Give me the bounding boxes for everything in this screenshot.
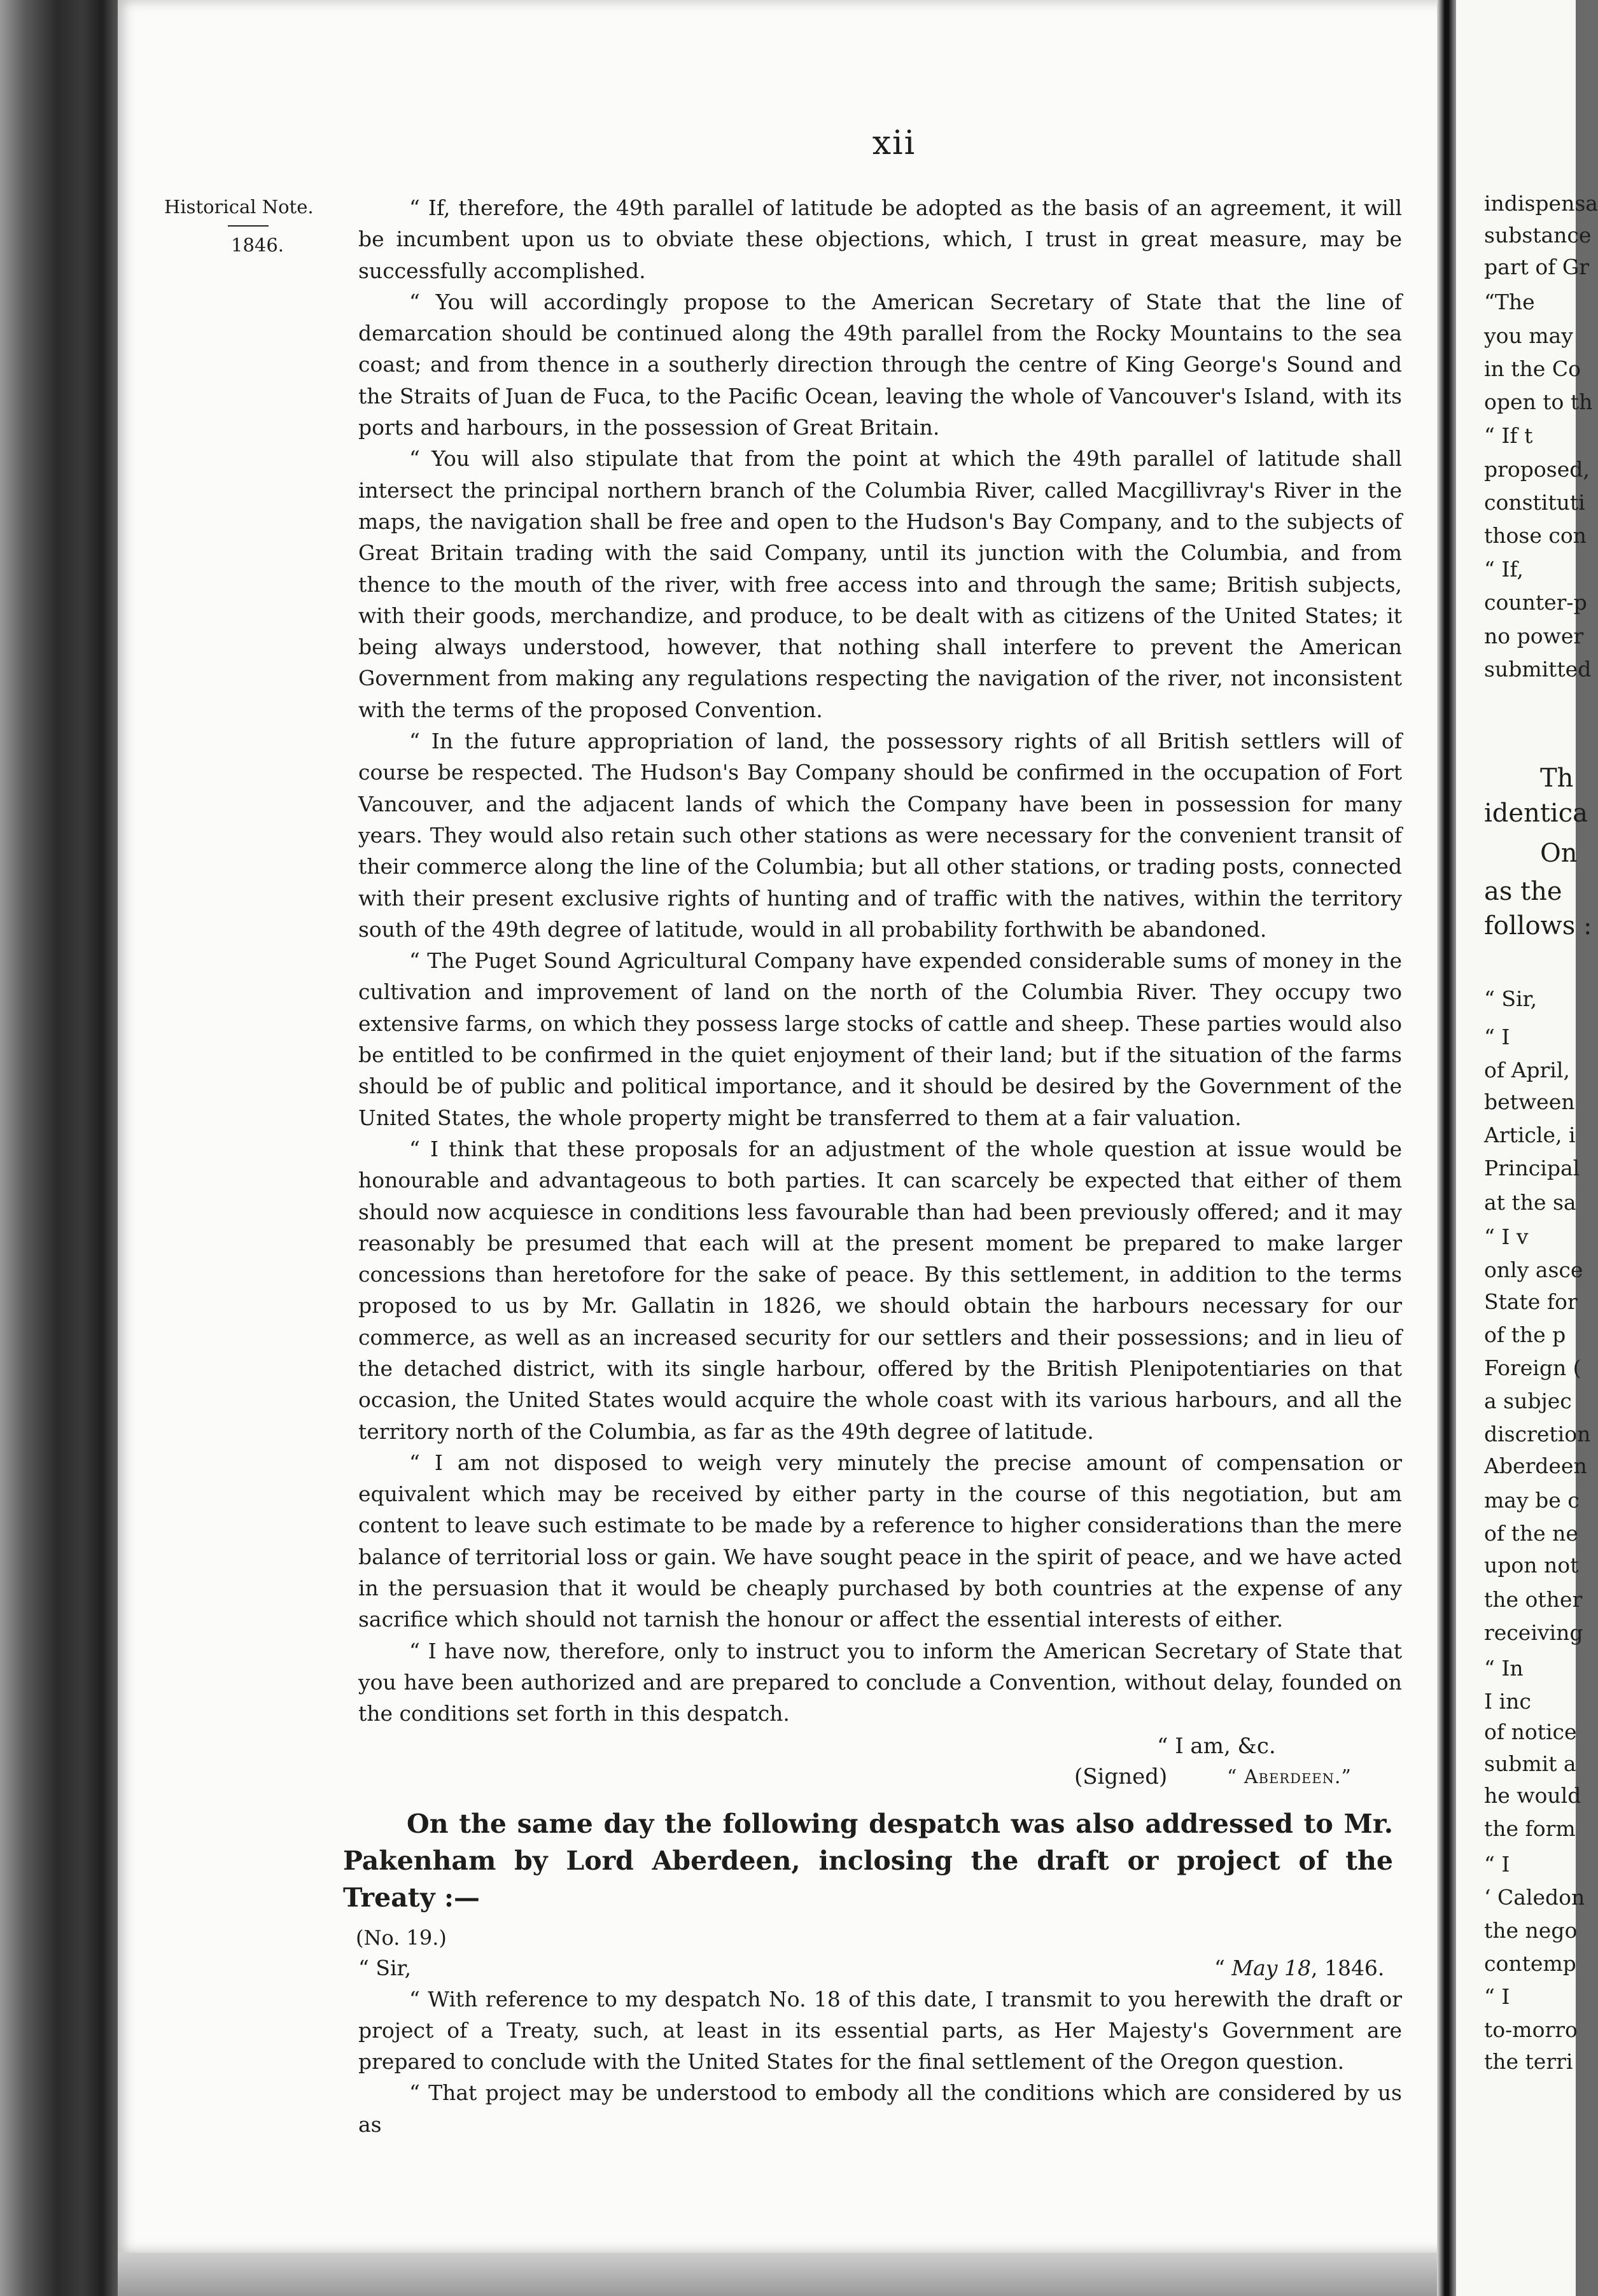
right-page-fragment: you may: [1484, 323, 1573, 348]
right-page-fragment: the terri: [1484, 2049, 1573, 2074]
right-page-fragment: the other: [1484, 1587, 1583, 1612]
right-page-fragment: “ I: [1484, 1984, 1510, 2009]
right-page-fragment: “ If t: [1484, 423, 1533, 448]
right-page-fragment: submit a: [1484, 1751, 1576, 1776]
main-text: [343, 192, 1402, 2140]
right-page-fragment: to-morro: [1484, 2017, 1578, 2042]
right-page-fragment: receiving: [1484, 1620, 1583, 1645]
right-page-fragment: submitted: [1484, 657, 1592, 682]
paragraph: “ With reference to my despatch No. 18 of this date, I transmit to you herewith the draft or project of a Treaty, such, at least in its essential parts, as Her Majesty's Government are prepared to conclude with the United States for the final settlement of the Oregon question.: [358, 1986, 1402, 2075]
date-year: , 1846.: [1310, 1955, 1385, 1980]
paragraph: “ I have now, therefore, only to instruct you to inform the American Secretary of State that you have been authorized and are prepared to conclude a Convention, without delay, founded on the conditions set forth in this despatch.: [358, 1638, 1402, 1726]
paragraph: “ The Puget Sound Agricultural Company have expended considerable sums of money in the cultivation and improvement of land on the north of the Columbia River. They occupy two extensive farms, on which they possess large stocks of cattle and sheep. These parties would also be entitled to be confirmed in the quiet enjoyment of their land; but if the situation of the farms should be of public and political importance, and it should be desired by the Government of the United States, the whole property might be transferred to them at a fair valuation.: [358, 948, 1402, 1130]
paragraph: “ I think that these proposals for an adjustment of the whole question at issue would be honourable and advantageous to both parties. It can scarcely be expected that either of them should now acquiesce in conditions less favourable than had been previously offered; and it may reasonably be presumed that each will at the present moment be prepared to make larger concessions than heretofore for the sake of peace. By this settlement, in addition to the terms proposed to us by Mr. Gallatin in 1826, we should obtain the harbours necessary for our commerce, as well as an increased security for our settlers and their possessions; and in lieu of the detached district, with its single harbour, offered by the British Plenipotentiaries on that occasion, the United States would acquire the whole coast with its various harbours, and all the territory north of the Columbia, as far as the 49th degree of latitude.: [358, 1136, 1402, 1444]
right-page-fragment: Article, i: [1484, 1123, 1576, 1147]
right-page-fragment: “The: [1484, 290, 1535, 314]
right-page-fragment: of notice: [1484, 1719, 1577, 1744]
despatch-salutation-line: [358, 1953, 1402, 1984]
signoff-closing: “ I am, &c.: [1157, 1733, 1276, 1759]
right-page-fragment: at the sa: [1484, 1190, 1576, 1215]
right-page-fragment: he would: [1484, 1783, 1581, 1808]
right-page-fragment: follows :: [1484, 911, 1592, 941]
right-page-fragment: “ In: [1484, 1656, 1524, 1681]
right-page-fragment: those con: [1484, 523, 1587, 548]
paragraph: “ I am not disposed to weigh very minutely the precise amount of compensation or equivalent which may be received by either party in the course of this negotiation, but am content to leave such estimate to be made by a reference to higher considerations than the mere balance of territorial loss or gain. We have sought peace in the spirit of peace, and we have acted in the persuasion that it would be cheaply purchased by both countries at the expense of any sacrifice which should not tarnish the honour or affect the essential interests of either.: [358, 1450, 1402, 1632]
right-page-fragment: “ I: [1484, 1852, 1510, 1877]
right-page-fragment: of the ne: [1484, 1521, 1578, 1546]
right-page-fragment: Aberdeen: [1484, 1453, 1587, 1478]
right-page-fragment: no power: [1484, 624, 1584, 648]
right-page-fragment: as the: [1484, 877, 1562, 906]
book-spine-shadow: [0, 0, 127, 2296]
right-page-fragment: “ I: [1484, 1025, 1510, 1049]
right-page-fragment: a subjec: [1484, 1389, 1572, 1413]
despatch-number: (No. 19.): [356, 1925, 447, 1950]
right-page-fragment: State for: [1484, 1289, 1578, 1314]
margin-note: [164, 191, 349, 261]
right-page-fragment: proposed,: [1484, 457, 1590, 482]
despatch-salutation: “ Sir,: [358, 1955, 412, 1980]
right-page-fragment: Foreign (: [1484, 1355, 1581, 1380]
right-page-fragment: of the p: [1484, 1322, 1566, 1347]
right-page-fragment: upon not: [1484, 1553, 1579, 1578]
right-page-fragment: “ Sir,: [1484, 986, 1538, 1011]
right-page-fragment: identica: [1484, 799, 1588, 828]
right-page-fragment: counter-p: [1484, 590, 1587, 615]
right-page-fragment: I inc: [1484, 1689, 1531, 1714]
date-month: May 18: [1231, 1955, 1311, 1980]
right-page-fragment: open to th: [1484, 389, 1593, 414]
right-page-fragment: substance: [1484, 223, 1592, 248]
paragraph: “ That project may be understood to embody all the conditions which are considered by us as: [358, 2080, 1402, 2137]
right-page-fragment: discretion: [1484, 1422, 1591, 1446]
right-page-fragment: only asce: [1484, 1257, 1583, 1282]
paragraph: “ If, therefore, the 49th parallel of latitude be adopted as the basis of an agreement, it will be incumbent upon us to obviate these objections, which, I trust in great measure, may be successfully accomplished.: [358, 195, 1402, 283]
right-page-fragment: of April,: [1484, 1058, 1570, 1082]
signoff-name: “ Aberdeen.”: [1227, 1765, 1352, 1788]
right-page-fragment: may be c: [1484, 1488, 1580, 1513]
right-page-fragment: “ If,: [1484, 557, 1524, 582]
right-page-fragment: between: [1484, 1089, 1575, 1114]
right-page-fragment: “ I v: [1484, 1224, 1529, 1249]
right-page-fragment: On: [1540, 839, 1578, 868]
right-page-fragment: part of Gr: [1484, 255, 1590, 279]
right-page-fragment: ‘ Caledon: [1484, 1885, 1585, 1910]
paragraph: “ You will accordingly propose to the American Secretary of State that the line of demarcation should be continued along the 49th parallel from the Rocky Mountains to the sea coast; and from thence in a southerly direction through the centre of King George's Sound and the Straits of Juan de Fuca, to the Pacific Ocean, leaving the whole of Vancouver's Island, with its ports and harbours, in the possession of Great Britain.: [358, 289, 1402, 440]
right-page-fragment: in the Co: [1484, 356, 1581, 381]
right-page-fragment: the nego: [1484, 1918, 1578, 1943]
section-heading: On the same day the following despatch was also addressed to Mr. Pakenham by Lord Aberdeen, inclosing the draft or project of the Treaty :—: [343, 1808, 1393, 1913]
right-page-fragment: Principal: [1484, 1156, 1580, 1180]
margin-note-year: 1846.: [231, 234, 284, 256]
page-number: xii: [872, 124, 916, 162]
date-quote: “: [1214, 1955, 1232, 1980]
margin-note-label: Historical Note.: [164, 196, 314, 218]
book-gutter: [1437, 0, 1456, 2296]
signoff: [358, 1730, 1402, 1796]
paragraph: “ You will also stipulate that from the point at which the 49th parallel of latitude shall intersect the principal northern branch of the Columbia River, called Macgillivray's River in the maps, the navigation shall be free and open to the Hudson's Bay Company, and to the subjects of Great Britain trading with the said Company, until its junction with the Columbia, and from thence to the mouth of the river, with free access into and through the same; British subjects, with their goods, merchandize, and produce, to be dealt with as citizens of the United States; it being always understood, however, that nothing shall interfere to prevent the American Government from making any regulations respecting the navigation of the river, not inconsistent with the terms of the proposed Convention.: [358, 446, 1402, 722]
right-page-fragment: contemp: [1484, 1951, 1576, 1976]
despatch-date: [1214, 1953, 1384, 1984]
right-page-fragment: indispensa: [1484, 191, 1598, 216]
margin-note-rule: [228, 225, 269, 227]
page-bottom-edge: [118, 2253, 1437, 2296]
right-page-fragment: Th: [1540, 764, 1574, 793]
paragraph: “ In the future appropriation of land, the possessory rights of all British settlers will of course be respected. The Hudson's Bay Company should be confirmed in the occupation of Fort Vancouver, and the adjacent lands of which the Company have been in possession for many years. They would also retain such other stations as were necessary for the convenient transit of their commerce along the line of the Columbia; but all other stations, or trading posts, connected with their present exclusive rights of hunting and of traffic with the natives, within the territory south of the 49th degree of latitude, would in all probability forthwith be abandoned.: [358, 729, 1402, 942]
right-page-fragment: the form: [1484, 1816, 1576, 1841]
signoff-signed: (Signed): [1074, 1763, 1168, 1789]
right-page-fragment: constituti: [1484, 490, 1585, 515]
